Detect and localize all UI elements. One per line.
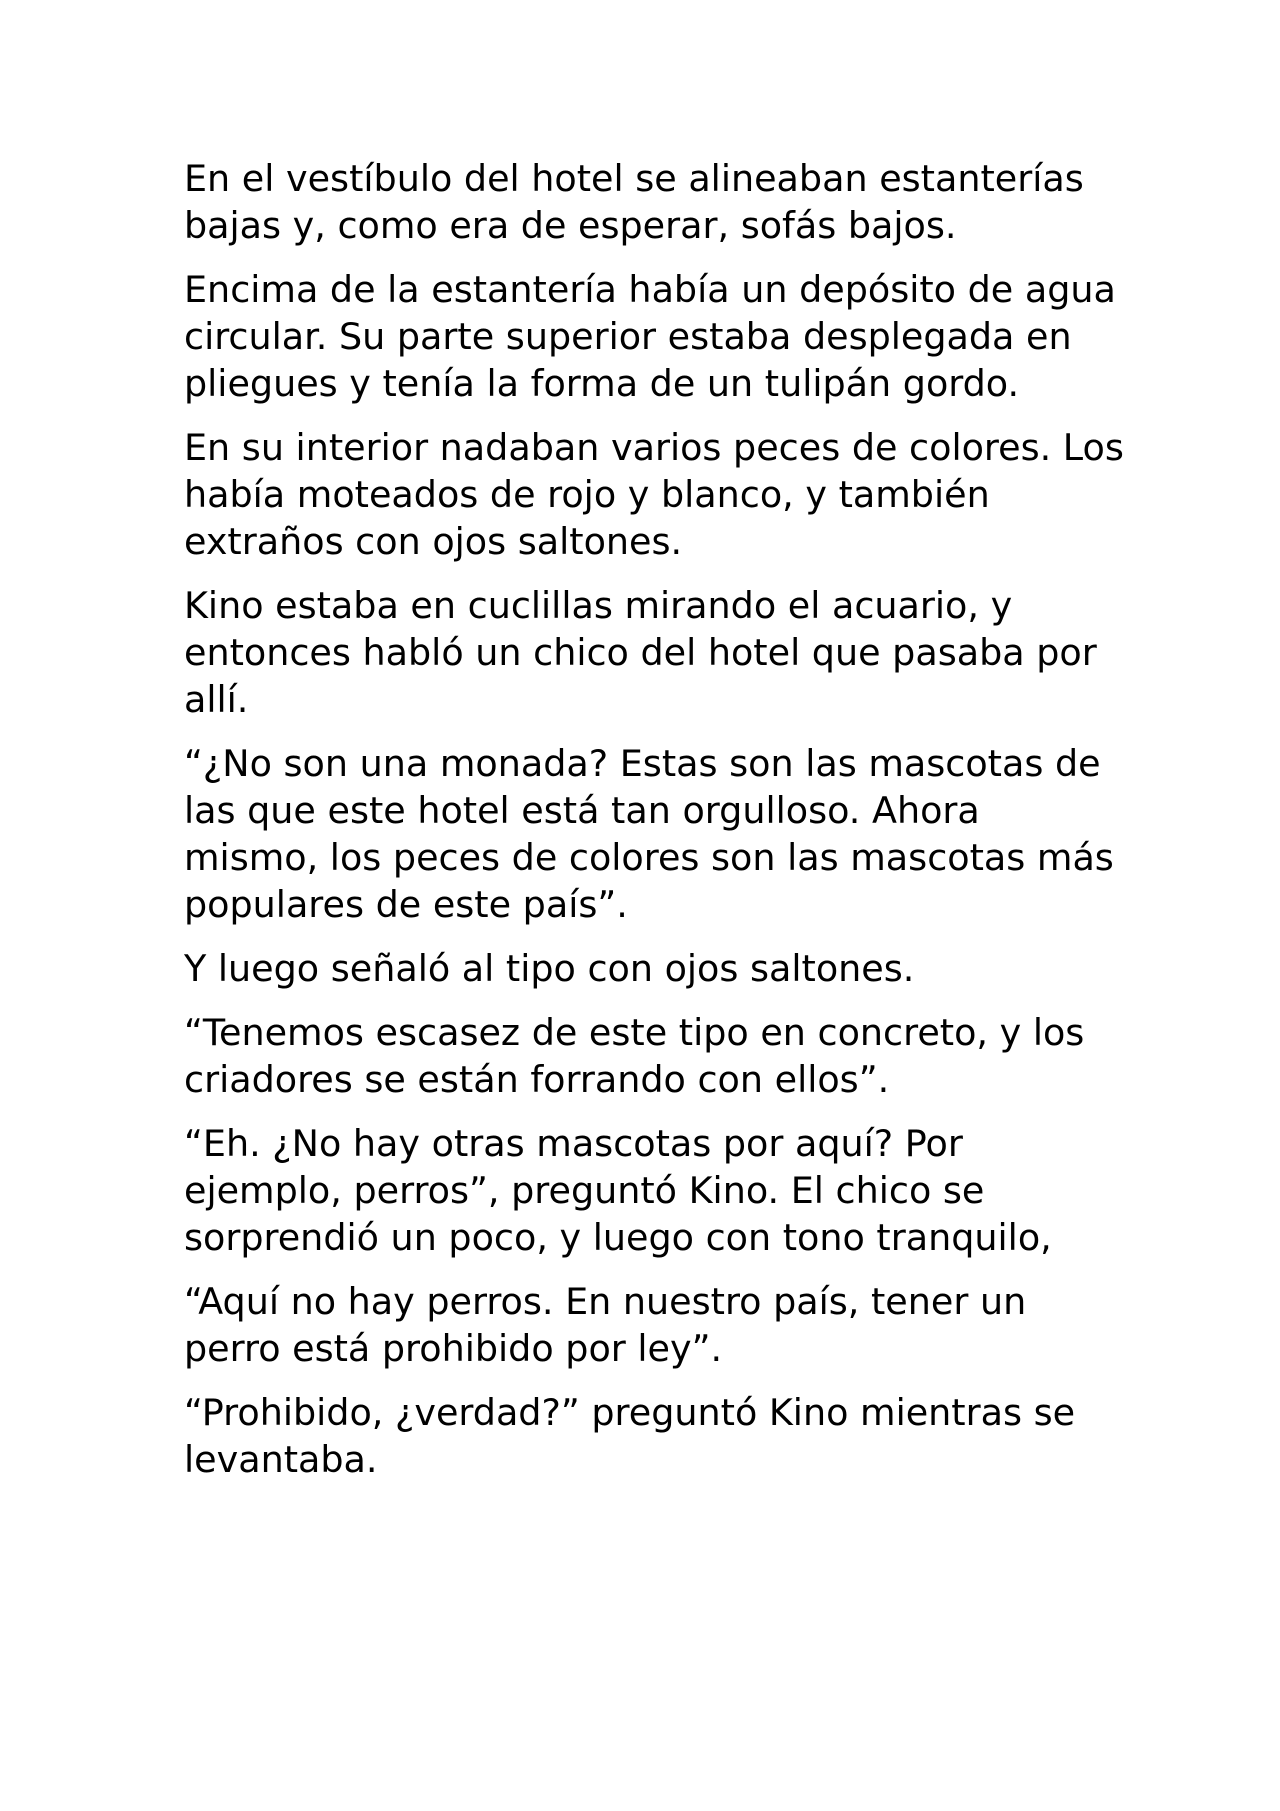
page-text bbox=[184, 155, 1124, 1500]
paragraph-10: “Prohibido, ¿verdad?” preguntó Kino mientras se levantaba. bbox=[184, 1391, 1076, 1481]
paragraph-4: Kino estaba en cuclillas mirando el acuario, y entonces habló un chico del hotel que pasaba por allí. bbox=[184, 584, 1097, 721]
paragraph-9: “Aquí no hay perros. En nuestro país, tener un perro está prohibido por ley”. bbox=[184, 1280, 1027, 1370]
paragraph-8: “Eh. ¿No hay otras mascotas por aquí? Por ejemplo, perros”, preguntó Kino. El chico se sorprendió un poco, y luego con tono tranquilo, bbox=[184, 1122, 1052, 1259]
paragraph-3: En su interior nadaban varios peces de colores. Los había moteados de rojo y blanco, y también extraños con ojos saltones. bbox=[184, 426, 1124, 563]
paragraph-2: Encima de la estantería había un depósito de agua circular. Su parte superior estaba desplegada en pliegues y tenía la forma de un tulipán gordo. bbox=[184, 268, 1116, 405]
paragraph-7: “Tenemos escasez de este tipo en concreto, y los criadores se están forrando con ellos”. bbox=[184, 1011, 1085, 1101]
paragraph-1: En el vestíbulo del hotel se alineaban estanterías bajas y, como era de esperar, sofás bajos. bbox=[184, 157, 1084, 247]
paragraph-6: Y luego señaló al tipo con ojos saltones. bbox=[184, 947, 915, 990]
paragraph-5: “¿No son una monada? Estas son las mascotas de las que este hotel está tan orgulloso. Ahora mismo, los peces de colores son las mascotas más populares de este país”. bbox=[184, 742, 1114, 926]
